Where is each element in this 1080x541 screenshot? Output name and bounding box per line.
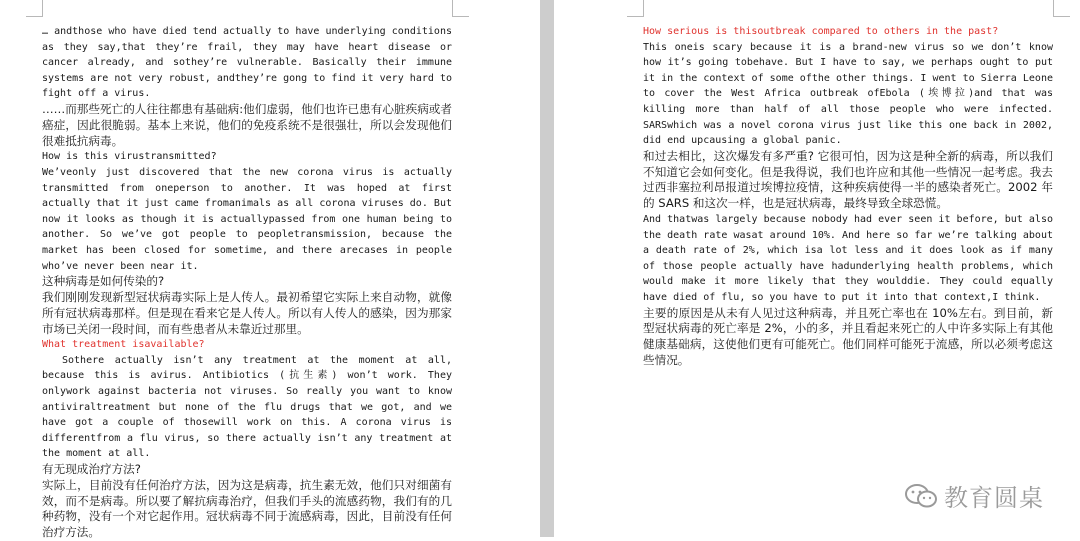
right-page-margin-mark-left [627, 0, 644, 17]
question-heading-zh: 这种病毒是如何传染的? [42, 274, 165, 289]
paragraph-zh: 主要的原因是从未有人见过这种病毒，并且死亡率也在 10%左右。到目前，新型冠状病毒的死亡率是 2%，小的多，并且看起来死亡的人中许多实际上有其他健康基础病，这使他们更有可能死亡。他们同样可能死于流感，所以必须考虑这些情况。 [643, 305, 1053, 367]
watermark [904, 478, 1044, 513]
paragraph-zh: 实际上，目前没有任何治疗方法，因为这是病毒，抗生素无效，他们只对细菌有效，而不是病毒。所以要了解抗病毒治疗，但我们手头的流感药物，我们有的几种药物，没有一个对它起作用。冠状病毒不同于流感病毒，因此，目前没有任何治疗方法。 [42, 477, 452, 540]
red-heading: What treatment isavailable? [42, 339, 205, 351]
left-column [42, 24, 452, 541]
left-page-margin-mark-right [452, 0, 469, 17]
wechat-icon [904, 483, 938, 509]
left-page [0, 0, 540, 540]
watermark-text: 教育圆桌 [944, 484, 1044, 512]
red-heading: How serious is thisoutbreak compared to others in the past? [643, 26, 999, 37]
paragraph-zh: ……而那些死亡的人往往都患有基础病:他们虚弱，他们也许已患有心脏疾病或者癌症，因此很脆弱。基本上来说，他们的免疫系统不是很强壮，所以会发现他们很难抵抗病毒。 [42, 101, 452, 148]
left-page-margin-mark-left [26, 0, 43, 17]
paragraph-en: And thatwas largely because nobody had ever seen it before, but also the death rate wasat around 10%. And here so far we’re talking about a death rate of 2%, which isa lot less and it does look as if many of those people actually have hadunderlying health problems, which would make it more likely that they woulddie. They could equally have died of flu, so you have to put it into that context,I think. [643, 213, 1053, 303]
right-column [643, 24, 1053, 369]
right-page-margin-mark-right [1053, 0, 1070, 17]
question-heading-en: How is this virustransmitted? [42, 151, 217, 163]
paragraph-en: Sothere actually isn’t any treatment at the moment at all, because this is avirus. Antibiotics (抗生素) won’t work. They onlywork against bacteria not viruses. So really you want to know antiviraltreatment but none of the flu drugs that we got, and we have got a couple of thosewill work on this. A corona virus is differentfrom a flu virus, so there actually isn’t any treatment at the moment at all. [42, 354, 452, 460]
paragraph-en: This oneis scary because it is a brand-new virus so we don’t know how it’s going tobehave. But I have to say, we perhaps ought to put it in the context of some ofthe other things. I went to Sierra Leone to cover the West Africa outbreak ofEbola (埃博拉)and that was killing more than half of all those people who were infected. SARSwhich was a novel corona virus just like this one back in 2002, did end upcausing a global panic. [643, 41, 1053, 147]
paragraph-en: … andthose who have died tend actually to have underlying conditions as they say,that they’re frail, they may have heart disease or cancer already, and sothey’re vulnerable. Basically their immune systems are not very robust, andthey’re gong to find it very hard to fight off a virus. [42, 26, 452, 100]
page-divider [540, 0, 554, 537]
question-heading-zh: 有无现成治疗方法? [42, 462, 141, 477]
paragraph-zh: 和过去相比，这次爆发有多严重? 它很可怕，因为这是种全新的病毒，所以我们不知道它会如何变化。但是我得说，我们也许应和其他一些情况一起考虑。我去过西非塞拉利昂报道过埃博拉疫情，这种疾病使得一半的感染者死亡。2002 年的 SARS 和这次一样，也是冠状病毒，最终导致全球恐慌。 [643, 148, 1053, 211]
paragraph-zh: 我们刚刚发现新型冠状病毒实际上是人传人。最初希望它实际上来自动物，就像所有冠状病毒那样。但是现在看来它是人传人。所以有人传人的感染，因为那家市场已关闭一段时间，而有些患者从未靠近过那里。 [42, 289, 452, 336]
paragraph-en: We’veonly just discovered that the new corona virus is actually transmitted from oneperson to another. It was hoped at first actually that it just came fromanimals as all corona viruses do. But now it looks as though it is actuallypassed from one human being to another. So we’ve got people to peopletransmission, because the market has been closed for sometime, and there arecases in people who’ve never been near it. [42, 166, 452, 272]
right-page [554, 0, 1080, 537]
